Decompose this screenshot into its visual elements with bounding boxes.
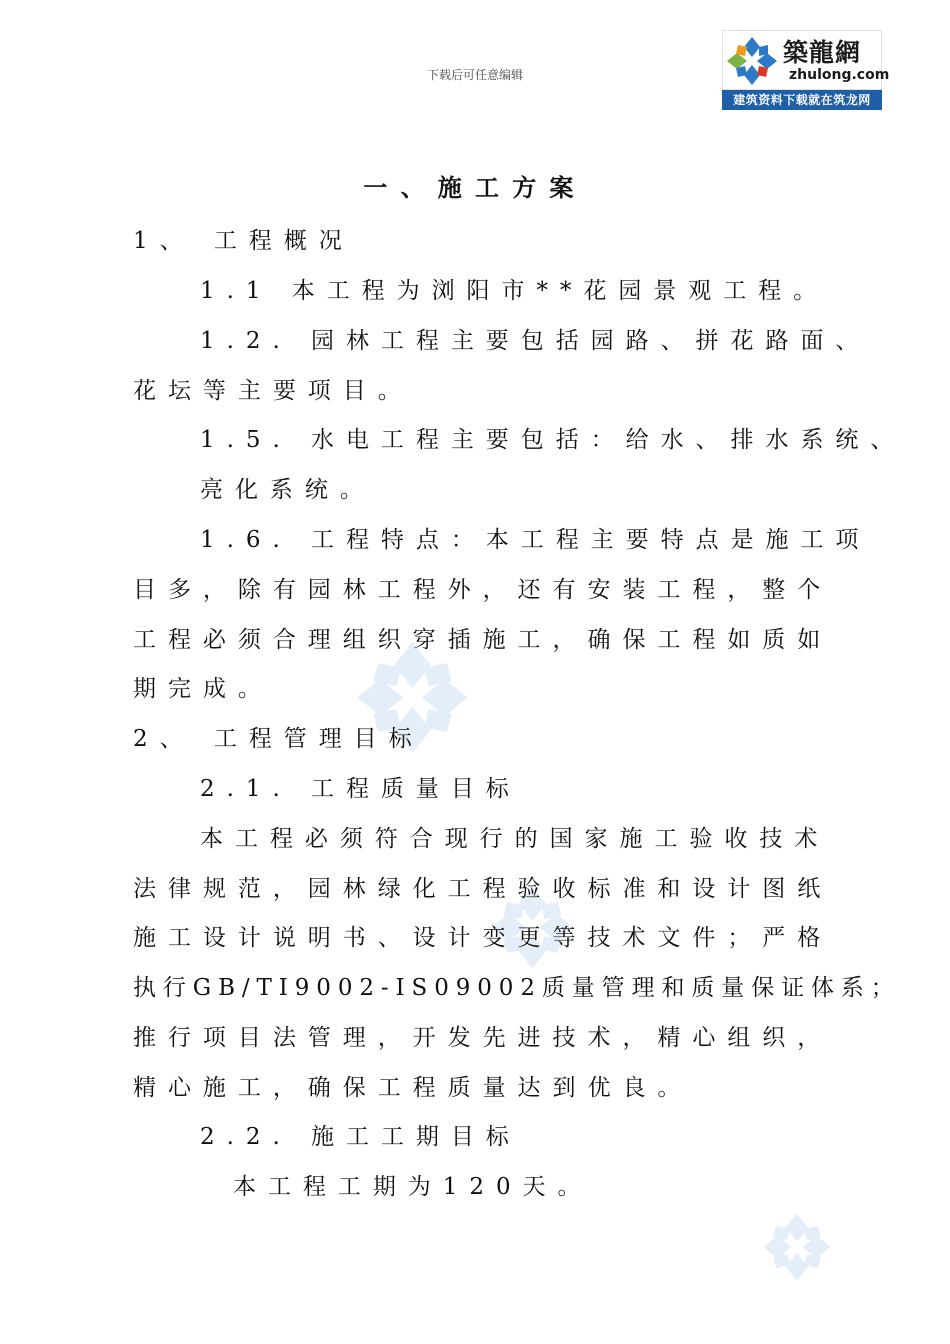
subheading: 2.1. 工程质量目标 bbox=[200, 776, 521, 802]
zhulong-logo[interactable] bbox=[722, 30, 890, 110]
paragraph-line: 施工设计说明书、设计变更等技术文件；严格 bbox=[133, 925, 833, 951]
logo-panel bbox=[722, 30, 890, 90]
paragraph-line: 1.1 本工程为浏阳市**花园景观工程。 bbox=[200, 278, 829, 304]
paragraph-line: 花坛等主要项目。 bbox=[133, 378, 413, 404]
heading-2: 2、 工程管理目标 bbox=[133, 726, 424, 752]
paragraph-line: 执行GB/TI9002-IS09002质量管理和质量保证体系； bbox=[133, 975, 901, 1001]
paragraph-line: 工程必须合理组织穿插施工，确保工程如质如 bbox=[133, 627, 833, 653]
logo-flower-icon bbox=[725, 35, 779, 87]
logo-domain: zhulong.com bbox=[789, 67, 890, 83]
watermark-flower-icon bbox=[762, 1212, 832, 1282]
paragraph-line: 目多，除有园林工程外，还有安装工程，整个 bbox=[133, 577, 833, 603]
heading-1: 1、 工程概况 bbox=[133, 228, 354, 254]
paragraph-line: 1.6. 工程特点：本工程主要特点是施工项 bbox=[200, 527, 871, 553]
paragraph-line: 亮化系统。 bbox=[200, 477, 375, 503]
paragraph-line: 1.5. 水电工程主要包括：给水、排水系统、 bbox=[200, 427, 906, 453]
logo-name: 築龍網 bbox=[783, 38, 862, 67]
paragraph-line: 精心施工，确保工程质量达到优良。 bbox=[133, 1075, 693, 1101]
paragraph-line: 期完成。 bbox=[133, 676, 273, 702]
paragraph-line: 推行项目法管理，开发先进技术，精心组织， bbox=[133, 1025, 833, 1051]
section-title: 一、施工方案 bbox=[363, 173, 587, 202]
paragraph-line: 本工程必须符合现行的国家施工验收技术 bbox=[200, 826, 830, 852]
paragraph-line: 1.2. 园林工程主要包括园路、拼花路面、 bbox=[200, 328, 871, 354]
paragraph-line: 法律规范，园林绿化工程验收标准和设计图纸 bbox=[133, 876, 833, 902]
paragraph-line: 本工程工期为120天。 bbox=[233, 1174, 593, 1200]
logo-slogan: 建筑资料下载就在筑龙网 bbox=[722, 90, 882, 110]
subheading: 2.2. 施工工期目标 bbox=[200, 1124, 521, 1150]
header-note: 下载后可任意编辑 bbox=[426, 68, 523, 82]
